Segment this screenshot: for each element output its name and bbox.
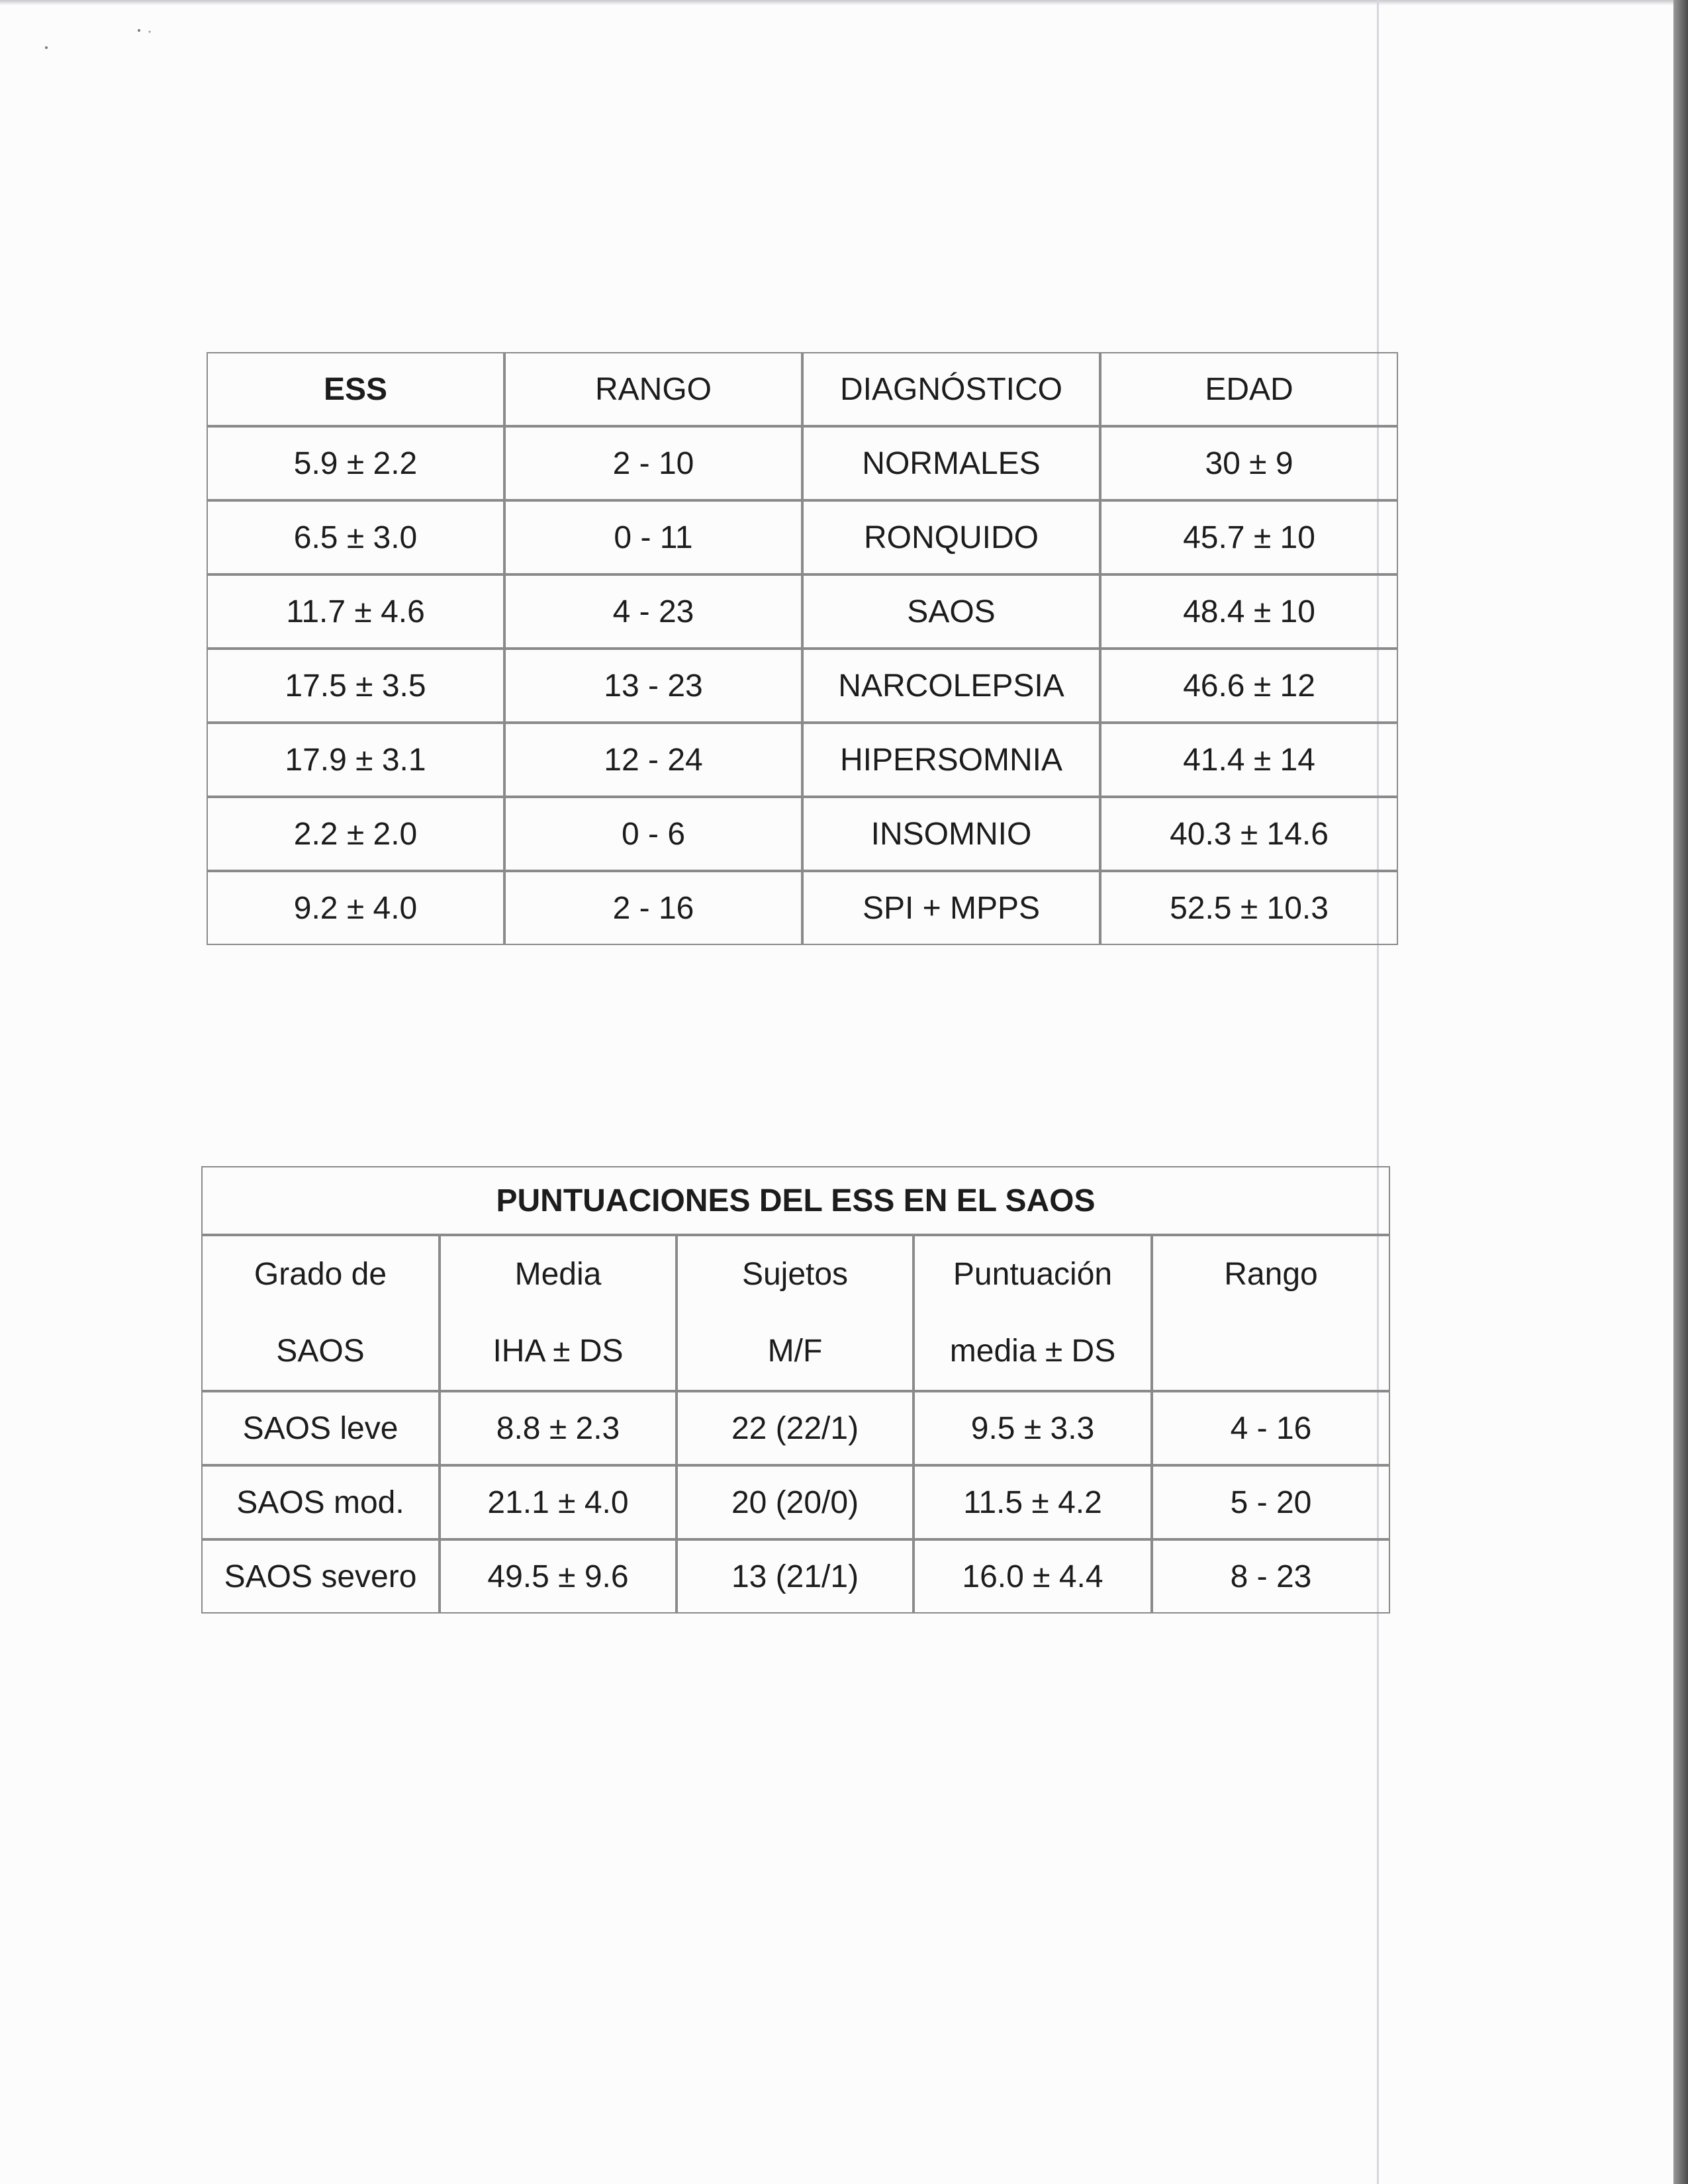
table-row — [207, 500, 1398, 574]
cell-puntuacion: 16.0 ± 4.4 — [914, 1539, 1152, 1614]
header-grado-line2: SAOS — [276, 1334, 365, 1369]
cell-media: 49.5 ± 9.6 — [440, 1539, 677, 1614]
cell-sujetos: 20 (20/0) — [677, 1465, 914, 1539]
cell-diagnostico: HIPERSOMNIA — [802, 723, 1100, 797]
cell-edad: 40.3 ± 14.6 — [1100, 797, 1398, 871]
cell-ess: 17.9 ± 3.1 — [207, 723, 504, 797]
cell-puntuacion: 9.5 ± 3.3 — [914, 1391, 1152, 1465]
cell-rango: 5 - 20 — [1152, 1465, 1390, 1539]
header-grado-line1: Grado de — [254, 1257, 387, 1292]
cell-ess: 11.7 ± 4.6 — [207, 574, 504, 649]
table-row — [201, 1391, 1390, 1465]
cell-edad: 52.5 ± 10.3 — [1100, 871, 1398, 945]
scan-right-edge — [1673, 0, 1688, 2184]
cell-ess: 5.9 ± 2.2 — [207, 426, 504, 500]
header-diagnostico: DIAGNÓSTICO — [802, 352, 1100, 426]
cell-sujetos: 13 (21/1) — [677, 1539, 914, 1614]
header-ess: ESS — [207, 352, 504, 426]
table-row — [201, 1539, 1390, 1614]
header-rango — [1152, 1235, 1390, 1391]
cell-rango: 12 - 24 — [504, 723, 802, 797]
cell-ess: 2.2 ± 2.0 — [207, 797, 504, 871]
cell-rango: 13 - 23 — [504, 649, 802, 723]
cell-ess: 17.5 ± 3.5 — [207, 649, 504, 723]
cell-edad: 45.7 ± 10 — [1100, 500, 1398, 574]
table-row — [207, 426, 1398, 500]
cell-edad: 48.4 ± 10 — [1100, 574, 1398, 649]
header-sujetos — [677, 1235, 914, 1391]
header-media-line1: Media — [514, 1257, 602, 1292]
header-rango-line1: Rango — [1224, 1257, 1318, 1292]
cell-rango: 2 - 10 — [504, 426, 802, 500]
header-puntuacion — [914, 1235, 1152, 1391]
cell-ess: 9.2 ± 4.0 — [207, 871, 504, 945]
header-puntuacion-line2: media ± DS — [949, 1334, 1116, 1369]
header-media-line2: IHA ± DS — [492, 1334, 624, 1369]
cell-rango: 0 - 11 — [504, 500, 802, 574]
cell-grado: SAOS mod. — [201, 1465, 440, 1539]
ess-saos-table — [201, 1166, 1390, 1614]
table-header-row — [201, 1235, 1390, 1391]
cell-sujetos: 22 (22/1) — [677, 1391, 914, 1465]
header-grado — [201, 1235, 440, 1391]
ess-diagnosis-table — [207, 352, 1398, 945]
table-row — [207, 574, 1398, 649]
table-header-row — [207, 352, 1398, 426]
table-row — [207, 723, 1398, 797]
table-row — [201, 1465, 1390, 1539]
header-sujetos-line1: Sujetos — [741, 1257, 849, 1292]
cell-diagnostico: SPI + MPPS — [802, 871, 1100, 945]
table-title: PUNTUACIONES DEL ESS EN EL SAOS — [201, 1166, 1390, 1235]
cell-rango: 4 - 23 — [504, 574, 802, 649]
header-sujetos-line2: M/F — [767, 1334, 823, 1369]
cell-media: 21.1 ± 4.0 — [440, 1465, 677, 1539]
table-row — [207, 797, 1398, 871]
cell-grado: SAOS leve — [201, 1391, 440, 1465]
scan-fold-line — [1377, 0, 1379, 2184]
header-puntuacion-line1: Puntuación — [953, 1257, 1113, 1292]
table-row — [207, 871, 1398, 945]
table-title-row — [201, 1166, 1390, 1235]
table-row — [207, 649, 1398, 723]
header-media — [440, 1235, 677, 1391]
cell-diagnostico: NARCOLEPSIA — [802, 649, 1100, 723]
cell-diagnostico: SAOS — [802, 574, 1100, 649]
cell-edad: 46.6 ± 12 — [1100, 649, 1398, 723]
header-rango: RANGO — [504, 352, 802, 426]
cell-rango: 4 - 16 — [1152, 1391, 1390, 1465]
cell-diagnostico: INSOMNIO — [802, 797, 1100, 871]
scan-top-edge — [0, 0, 1688, 5]
cell-media: 8.8 ± 2.3 — [440, 1391, 677, 1465]
cell-puntuacion: 11.5 ± 4.2 — [914, 1465, 1152, 1539]
cell-rango: 8 - 23 — [1152, 1539, 1390, 1614]
cell-rango: 0 - 6 — [504, 797, 802, 871]
cell-grado: SAOS severo — [201, 1539, 440, 1614]
cell-ess: 6.5 ± 3.0 — [207, 500, 504, 574]
cell-rango: 2 - 16 — [504, 871, 802, 945]
cell-edad: 30 ± 9 — [1100, 426, 1398, 500]
scan-specks — [40, 26, 159, 53]
header-edad: EDAD — [1100, 352, 1398, 426]
cell-diagnostico: NORMALES — [802, 426, 1100, 500]
cell-diagnostico: RONQUIDO — [802, 500, 1100, 574]
cell-edad: 41.4 ± 14 — [1100, 723, 1398, 797]
